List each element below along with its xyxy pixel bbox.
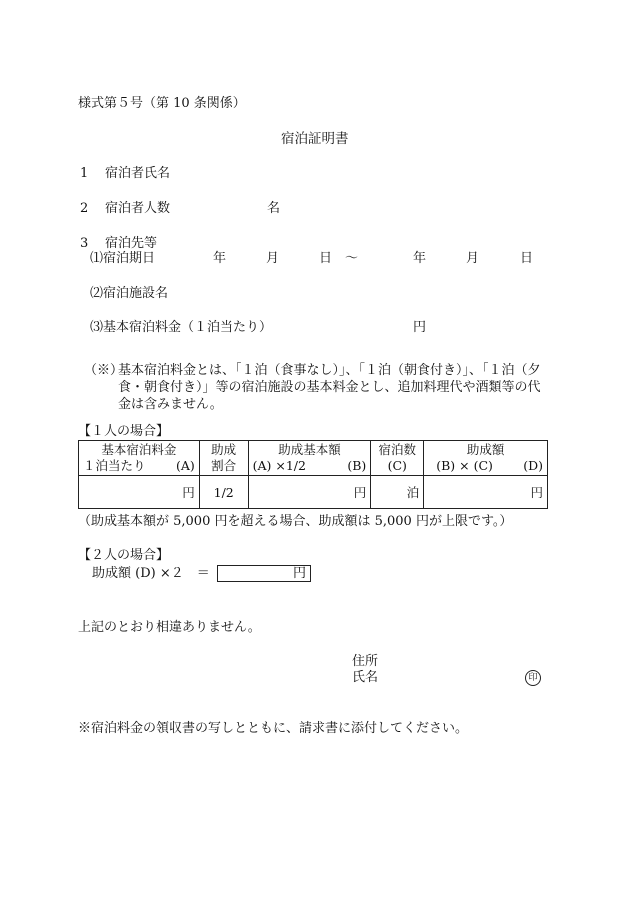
header-basic-fee-tag: (A) bbox=[175, 458, 195, 473]
note-line-3: 金は含みません。 bbox=[118, 397, 223, 412]
form-number: 様式第５号（第 10 条関係） bbox=[78, 96, 246, 111]
period-tilde: ～ bbox=[345, 251, 359, 266]
header-subsidy-base-tag: (B) bbox=[347, 458, 367, 473]
name-label: 氏名 bbox=[352, 670, 379, 685]
start-month-unit: 月 bbox=[266, 251, 280, 266]
nights-cell[interactable]: 泊 bbox=[371, 476, 424, 509]
subsidy-calc-table bbox=[78, 440, 548, 509]
header-subsidy-base-formula: (A) ×1/2 bbox=[252, 458, 306, 473]
header-nights-line1: 宿泊数 bbox=[378, 442, 416, 457]
header-subsidy-tag: (D) bbox=[523, 458, 543, 473]
footer-note: ※宿泊料金の領収書の写しとともに、請求書に添付してください。 bbox=[78, 721, 469, 736]
lodging-label: 宿泊先等 bbox=[105, 236, 158, 251]
header-subsidy-formula: (B) × (C) bbox=[436, 458, 493, 473]
header-ratio bbox=[199, 441, 248, 476]
header-subsidy-base-line2 bbox=[253, 458, 367, 474]
certification-text: 上記のとおり相違ありません。 bbox=[78, 620, 261, 635]
basic-fee-cell[interactable]: 円 bbox=[79, 476, 200, 509]
header-nights-line2: (C) bbox=[387, 458, 407, 473]
end-day-unit: 日 bbox=[520, 251, 534, 266]
header-ratio-line2: 割合 bbox=[211, 458, 237, 473]
item-number-2: 2 bbox=[80, 201, 89, 216]
basic-fee-label: ⑶基本宿泊料金（１泊当たり） bbox=[90, 320, 273, 335]
case-two-formula: 助成額 (D) ×２ ＝ bbox=[92, 566, 210, 581]
item-number-3: 3 bbox=[80, 236, 89, 251]
page-title: 宿泊証明書 bbox=[281, 131, 349, 147]
table-row bbox=[79, 476, 548, 509]
seal-icon: 印 bbox=[525, 670, 541, 686]
cap-footnote: （助成基本額が 5,000 円を超える場合、助成額は 5,000 円が上限です。） bbox=[78, 514, 513, 529]
guest-name-label: 宿泊者氏名 bbox=[105, 166, 171, 181]
case-two-amount-field[interactable]: 円 bbox=[217, 565, 311, 582]
header-basic-fee bbox=[79, 441, 200, 476]
subsidy-base-cell[interactable]: 円 bbox=[248, 476, 371, 509]
header-subsidy-base-line1: 助成基本額 bbox=[278, 442, 341, 457]
start-year-unit: 年 bbox=[213, 251, 227, 266]
header-basic-fee-line1: 基本宿泊料金 bbox=[101, 442, 177, 457]
header-subsidy-line1: 助成額 bbox=[466, 442, 505, 457]
note-text bbox=[118, 362, 560, 413]
basic-fee-unit: 円 bbox=[413, 320, 427, 335]
stay-period-label: ⑴宿泊期日 bbox=[90, 251, 156, 266]
case-one-heading: 【１人の場合】 bbox=[78, 424, 170, 439]
guest-count-label: 宿泊者人数 bbox=[105, 201, 171, 216]
case-two-heading: 【２人の場合】 bbox=[78, 548, 170, 563]
note-line-2: 食・朝食付き）」等の宿泊施設の基本料金とし、追加料理代や酒類等の代 bbox=[118, 380, 541, 395]
item-number-1: 1 bbox=[80, 166, 89, 181]
note-mark: （※） bbox=[84, 363, 124, 378]
note-line-1: 基本宿泊料金とは、「１泊（食事なし）」、「１泊（朝食付き）」、「１泊（夕 bbox=[118, 363, 541, 378]
table-header-row bbox=[79, 441, 548, 476]
header-basic-fee-per-night: １泊当たり bbox=[83, 458, 146, 473]
subsidy-amount-cell[interactable]: 円 bbox=[424, 476, 548, 509]
header-ratio-line1: 助成 bbox=[211, 442, 237, 457]
ratio-cell: 1/2 bbox=[199, 476, 248, 509]
header-subsidy-line2 bbox=[428, 458, 543, 474]
end-month-unit: 月 bbox=[466, 251, 480, 266]
header-nights bbox=[371, 441, 424, 476]
address-label: 住所 bbox=[352, 654, 379, 669]
facility-name-label: ⑵宿泊施設名 bbox=[90, 286, 169, 301]
header-subsidy-base bbox=[248, 441, 371, 476]
header-subsidy bbox=[424, 441, 548, 476]
end-year-unit: 年 bbox=[413, 251, 427, 266]
start-day-unit: 日 bbox=[319, 251, 333, 266]
header-basic-fee-line2 bbox=[83, 458, 195, 474]
guest-count-unit: 名 bbox=[267, 201, 281, 216]
